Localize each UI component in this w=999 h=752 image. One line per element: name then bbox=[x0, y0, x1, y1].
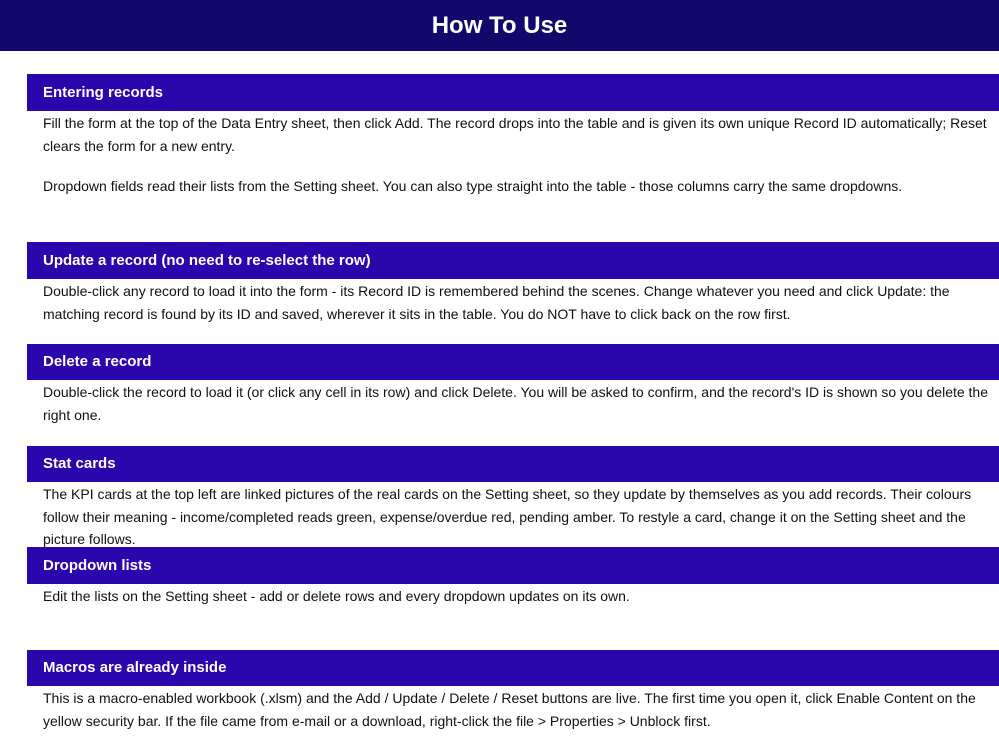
section-body-delete-record bbox=[43, 381, 993, 426]
section-paragraph: The KPI cards at the top left are linked pictures of the real cards on the Setting sheet, so they update by themselves as you add records. Their colours follow their meaning - income/completed reads green, expense/overdue red, pending amber. To restyle a card, change it on the Setting sheet and the picture follows. bbox=[43, 486, 972, 547]
section-paragraph: Double-click the record to load it (or click any cell in its row) and click Delete. You will be asked to confirm, and the record's ID is shown so you delete the right one. bbox=[43, 384, 989, 423]
section-heading-stat-cards: Stat cards bbox=[27, 446, 999, 482]
page-title: How To Use bbox=[0, 0, 999, 51]
section-body-update-record bbox=[43, 280, 993, 325]
section-heading-delete-record: Delete a record bbox=[27, 344, 999, 380]
section-heading-macros: Macros are already inside bbox=[27, 650, 999, 686]
section-paragraph: Fill the form at the top of the Data Entry sheet, then click Add. The record drops into the table and is given its own unique Record ID automatically; Reset clears the form for a new entry. bbox=[43, 115, 987, 154]
section-paragraph: Edit the lists on the Setting sheet - add or delete rows and every dropdown updates on its own. bbox=[43, 588, 630, 604]
section-paragraph: This is a macro-enabled workbook (.xlsm) and the Add / Update / Delete / Reset buttons are live. The first time you open it, click Enable Content on the yellow security bar. If the file came from e-mail or a download, right-click the file > Properties > Unblock first. bbox=[43, 690, 976, 729]
section-body-stat-cards bbox=[43, 483, 993, 551]
section-body-dropdown-lists bbox=[43, 585, 993, 608]
section-paragraph: Dropdown fields read their lists from the Setting sheet. You can also type straight into the table - those columns carry the same dropdowns. bbox=[43, 178, 903, 194]
section-heading-update-record: Update a record (no need to re-select the row) bbox=[27, 242, 999, 279]
section-heading-entering-records: Entering records bbox=[27, 74, 999, 111]
section-heading-dropdown-lists: Dropdown lists bbox=[27, 547, 999, 584]
section-body-macros bbox=[43, 687, 993, 732]
section-paragraph: Double-click any record to load it into the form - its Record ID is remembered behind the scenes. Change whatever you need and click Update: the matching record is found by its ID and saved, wherever it sits in the table. You do NOT have to click back on the row first. bbox=[43, 283, 950, 322]
section-body-entering-records bbox=[43, 112, 993, 198]
